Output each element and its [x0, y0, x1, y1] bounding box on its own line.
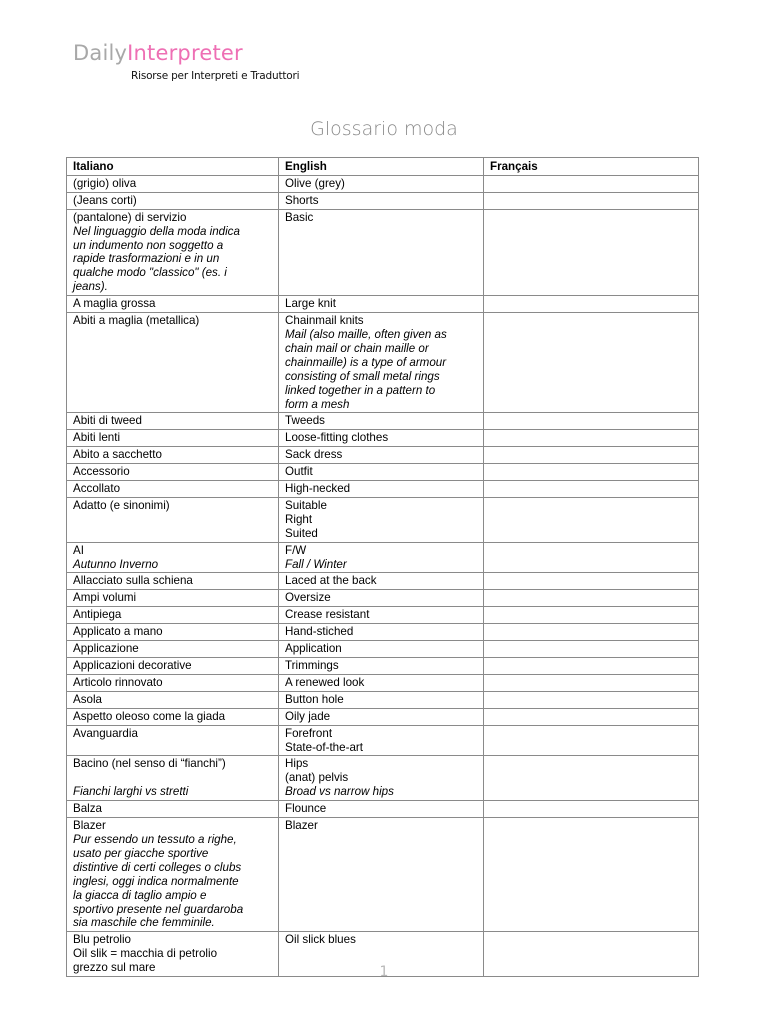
table-row	[67, 192, 699, 209]
term: Flounce	[285, 802, 327, 816]
table-row	[67, 691, 699, 708]
table-row	[67, 801, 699, 818]
term: Oily jade	[285, 709, 331, 723]
term-note: jeans).	[73, 280, 108, 294]
term: Accessorio	[73, 465, 130, 479]
cell-english	[279, 464, 484, 481]
table-row	[67, 641, 699, 658]
term: Crease resistant	[285, 608, 370, 622]
table-row	[67, 313, 699, 413]
cell-italiano	[67, 464, 279, 481]
column-header-francais: Français	[484, 158, 699, 176]
term: Loose-fitting clothes	[285, 431, 389, 445]
cell-english	[279, 641, 484, 658]
glossary-table	[66, 157, 699, 977]
term: Oil slik = macchia di petrolio	[73, 947, 218, 961]
cell-francais	[484, 542, 699, 573]
table-row	[67, 413, 699, 430]
term-note: Broad vs narrow hips	[285, 785, 394, 799]
term-note: chain mail or chain maille or	[285, 341, 429, 355]
term: Shorts	[285, 193, 319, 207]
term: Applicazioni decorative	[73, 659, 192, 672]
cell-english	[279, 209, 484, 295]
term: Blazer	[73, 819, 106, 833]
cell-english	[279, 658, 484, 675]
cell-italiano	[67, 708, 279, 725]
cell-italiano	[67, 313, 279, 413]
term: Large knit	[285, 297, 336, 311]
term: Tweeds	[285, 414, 325, 428]
table-row	[67, 624, 699, 641]
cell-francais	[484, 607, 699, 624]
term-note: rapide trasformazioni e in un	[73, 252, 220, 266]
term: Ampi volumi	[73, 591, 137, 605]
term: grezzo sul mare	[73, 961, 156, 975]
term: Avanguardia	[73, 726, 138, 740]
cell-english	[279, 413, 484, 430]
cell-italiano	[67, 175, 279, 192]
cell-francais	[484, 481, 699, 498]
cell-italiano	[67, 296, 279, 313]
cell-english	[279, 691, 484, 708]
cell-francais	[484, 573, 699, 590]
table-row	[67, 447, 699, 464]
term-note: Pur essendo un tessuto a righe,	[73, 832, 237, 846]
cell-francais	[484, 464, 699, 481]
term: Forefront	[285, 726, 333, 740]
term: Antipiega	[73, 608, 122, 622]
term: Right	[285, 512, 313, 526]
term: (pantalone) di servizio	[73, 210, 187, 224]
cell-italiano	[67, 641, 279, 658]
cell-english	[279, 296, 484, 313]
term: Olive (grey)	[285, 176, 345, 190]
term: Laced at the back	[285, 574, 377, 588]
cell-english	[279, 756, 484, 801]
table-row	[67, 296, 699, 313]
table-row	[67, 175, 699, 192]
cell-francais	[484, 430, 699, 447]
cell-english	[279, 313, 484, 413]
term-note: form a mesh	[285, 397, 350, 411]
term: Abiti a maglia (metallica)	[73, 314, 200, 328]
cell-francais	[484, 756, 699, 801]
term-note: sportivo presente nel guardaroba	[73, 902, 244, 916]
cell-francais	[484, 691, 699, 708]
cell-italiano	[67, 573, 279, 590]
cell-italiano	[67, 590, 279, 607]
term: Allacciato sulla schiena	[73, 574, 193, 588]
cell-english	[279, 624, 484, 641]
cell-italiano	[67, 624, 279, 641]
term: State-of-the-art	[285, 740, 363, 754]
term-note: sia maschile che femminile.	[73, 916, 215, 930]
term: Abiti lenti	[73, 431, 121, 445]
term: Blu petrolio	[73, 933, 132, 947]
cell-francais	[484, 641, 699, 658]
term-note: la giacca di taglio ampio e	[73, 888, 207, 902]
term: Outfit	[285, 465, 313, 479]
term: Suitable	[285, 498, 327, 512]
table-row	[67, 464, 699, 481]
term: Articolo rinnovato	[73, 675, 163, 689]
cell-english	[279, 573, 484, 590]
cell-english	[279, 818, 484, 932]
term: Sack dress	[285, 448, 343, 462]
cell-francais	[484, 192, 699, 209]
cell-english	[279, 447, 484, 464]
cell-italiano	[67, 447, 279, 464]
table-row	[67, 658, 699, 675]
cell-italiano	[67, 607, 279, 624]
cell-english	[279, 430, 484, 447]
term: (Jeans corti)	[73, 193, 137, 207]
term-note: Mail (also maille, often given as	[285, 327, 447, 341]
term: Balza	[73, 802, 103, 816]
cell-italiano	[67, 658, 279, 675]
cell-francais	[484, 296, 699, 313]
table-row	[67, 725, 699, 756]
term-note: inglesi, oggi indica normalmente	[73, 874, 239, 888]
term: Accollato	[73, 482, 121, 496]
cell-italiano	[67, 756, 279, 801]
table-row	[67, 430, 699, 447]
cell-english	[279, 497, 484, 542]
table-row	[67, 497, 699, 542]
term: (anat) pelvis	[285, 771, 349, 785]
cell-francais	[484, 818, 699, 932]
cell-francais	[484, 497, 699, 542]
cell-francais	[484, 209, 699, 295]
term: High-necked	[285, 482, 351, 496]
table-row	[67, 818, 699, 932]
term: Adatto (e sinonimi)	[73, 498, 170, 512]
cell-english	[279, 725, 484, 756]
term-note: Fianchi larghi vs stretti	[73, 785, 189, 799]
term-note: distintive di certi colleges o clubs	[73, 860, 242, 874]
term: Oversize	[285, 591, 331, 605]
cell-english	[279, 481, 484, 498]
cell-francais	[484, 313, 699, 413]
cell-italiano	[67, 818, 279, 932]
cell-italiano	[67, 209, 279, 295]
cell-italiano	[67, 481, 279, 498]
term-note: un indumento non soggetto a	[73, 238, 224, 252]
term-note: qualche modo "classico" (es. i	[73, 266, 227, 280]
table-row	[67, 756, 699, 801]
table-header-row	[67, 158, 699, 176]
table-row	[67, 209, 699, 295]
term-note: Fall / Winter	[285, 557, 347, 571]
term: Suited	[285, 526, 318, 540]
cell-francais	[484, 447, 699, 464]
term: Oil slick blues	[285, 933, 356, 947]
term: Abito a sacchetto	[73, 448, 162, 462]
cell-italiano	[67, 430, 279, 447]
cell-francais	[484, 658, 699, 675]
cell-francais	[484, 590, 699, 607]
term-note: linked together in a pattern to	[285, 383, 436, 397]
cell-english	[279, 175, 484, 192]
term-note: Nel linguaggio della moda indica	[73, 224, 240, 238]
cell-italiano	[67, 192, 279, 209]
column-header-italiano: Italiano	[67, 158, 279, 176]
term: Button hole	[285, 692, 344, 706]
glossary-body	[67, 175, 699, 976]
term: Chainmail knits	[285, 314, 364, 328]
cell-italiano	[67, 725, 279, 756]
table-row	[67, 607, 699, 624]
term-note: usato per giacche sportive	[73, 846, 209, 860]
term: Blazer	[285, 819, 318, 833]
cell-francais	[484, 624, 699, 641]
cell-italiano	[67, 497, 279, 542]
term: Applicazione	[73, 642, 139, 656]
cell-english	[279, 801, 484, 818]
cell-francais	[484, 725, 699, 756]
cell-english	[279, 674, 484, 691]
term: (grigio) oliva	[73, 176, 137, 190]
term: Trimmings	[285, 659, 339, 672]
logo	[73, 43, 243, 64]
term: Abiti di tweed	[73, 414, 142, 428]
term: A renewed look	[285, 675, 365, 689]
cell-italiano	[67, 801, 279, 818]
table-row	[67, 481, 699, 498]
term: Application	[285, 642, 342, 656]
cell-italiano	[67, 413, 279, 430]
cell-francais	[484, 413, 699, 430]
cell-english	[279, 542, 484, 573]
cell-english	[279, 607, 484, 624]
logo-interpreter: Interpreter	[127, 41, 243, 65]
term: Aspetto oleoso come la giada	[73, 709, 226, 723]
term: F/W	[285, 543, 307, 557]
term: Asola	[73, 692, 103, 706]
term: AI	[73, 543, 84, 557]
cell-francais	[484, 674, 699, 691]
term: Applicato a mano	[73, 625, 163, 639]
term-note: consisting of small metal rings	[285, 369, 440, 383]
term: Hand-stiched	[285, 625, 354, 639]
term-note: chainmaille) is a type of armour	[285, 355, 447, 369]
cell-english	[279, 708, 484, 725]
page-number: 1	[379, 964, 389, 980]
term: Bacino (nel senso di “fianchi”)	[73, 757, 226, 771]
cell-english	[279, 192, 484, 209]
table-row	[67, 674, 699, 691]
cell-italiano	[67, 542, 279, 573]
cell-francais	[484, 175, 699, 192]
table-row	[67, 542, 699, 573]
table-row	[67, 573, 699, 590]
logo-daily: Daily	[73, 41, 128, 65]
cell-italiano	[67, 674, 279, 691]
term: Hips	[285, 757, 309, 771]
table-row	[67, 590, 699, 607]
term: Basic	[285, 210, 314, 224]
tagline: Risorse per Interpreti e Traduttori	[131, 70, 300, 82]
cell-francais	[484, 708, 699, 725]
cell-english	[279, 590, 484, 607]
cell-italiano	[67, 691, 279, 708]
column-header-english: English	[279, 158, 484, 176]
document-title: Glossario moda	[310, 118, 458, 140]
term: A maglia grossa	[73, 297, 156, 311]
term-note: Autunno Inverno	[73, 557, 159, 571]
cell-francais	[484, 801, 699, 818]
table-row	[67, 708, 699, 725]
